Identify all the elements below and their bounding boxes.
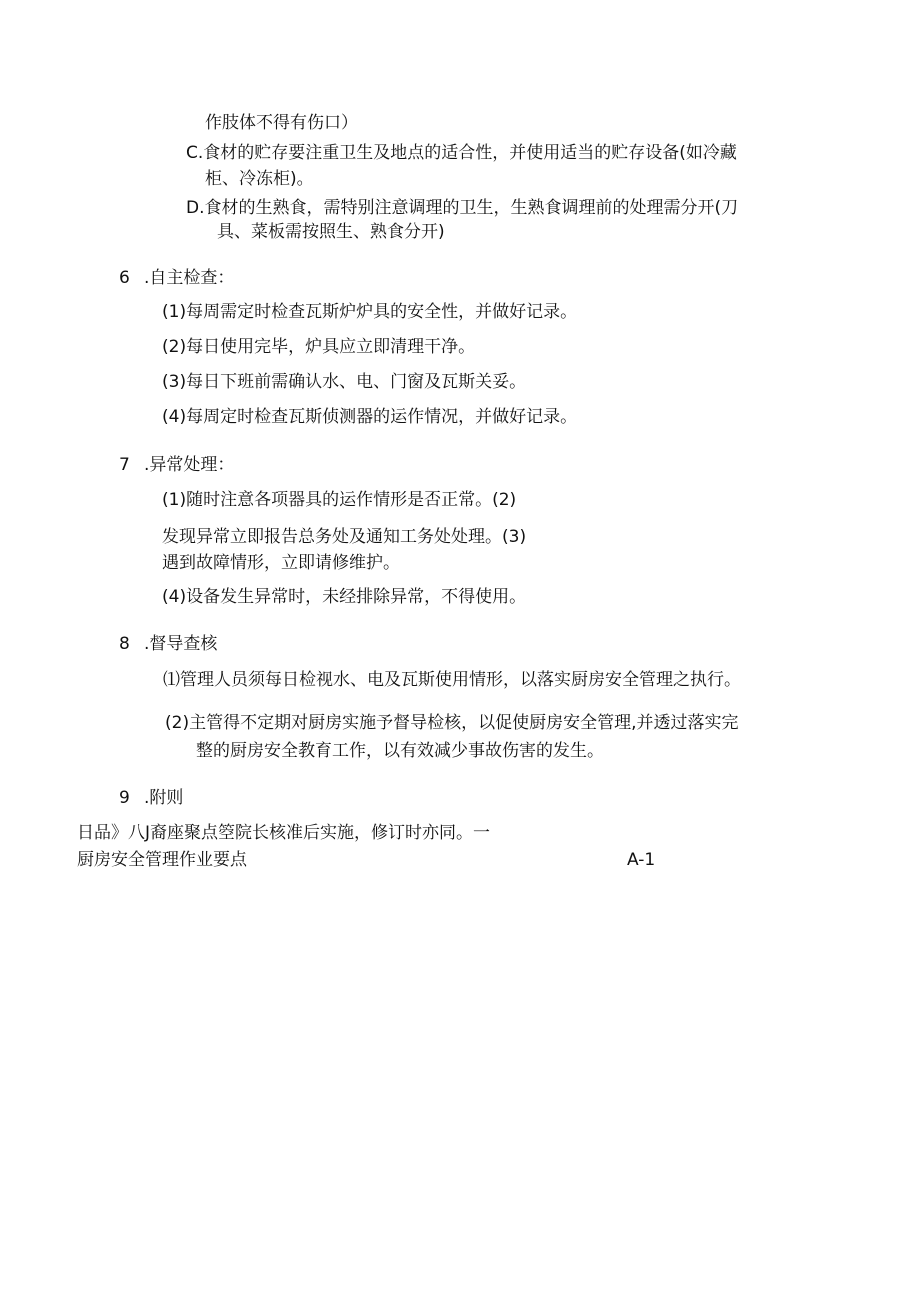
section-8-item-2-continuation: 整的厨房安全教育工作，以有效减少事故伤害的发生。	[196, 741, 604, 761]
section-6-item-number: (4)	[162, 407, 187, 427]
section-7-item-number: (4)	[162, 587, 187, 607]
footer-document-title: 厨房安全管理作业要点	[77, 850, 247, 870]
section-6-item	[162, 370, 526, 394]
section-9-title: .附则	[144, 788, 184, 808]
item-d-continuation: 具、菜板需按照生、熟食分开)	[217, 222, 445, 242]
section-6-number: 6	[119, 268, 130, 288]
section-9-heading	[119, 786, 183, 810]
section-6-title: .自主检查：	[144, 268, 235, 288]
section-8-number: 8	[119, 634, 130, 654]
item-d-label: D.	[186, 198, 205, 218]
section-7-title: .异常处理：	[144, 455, 235, 475]
section-6-item	[162, 335, 475, 359]
section-7-item-1	[162, 488, 516, 512]
section-7-item-text: 随时注意各项器具的运作情形是否正常。(2)	[186, 490, 517, 510]
section-8-item-text: 主管得不定期对厨房实施予督导检核，以促使厨房安全管理,并透过落实完	[189, 713, 739, 733]
section-7-number: 7	[119, 455, 130, 475]
item-c-text: 食材的贮存要注重卫生及地点的适合性，并使用适当的贮存设备(如冷藏	[203, 143, 737, 163]
section-9-number: 9	[119, 788, 130, 808]
section-6-item-text: 每周需定时检查瓦斯炉炉具的安全性，并做好记录。	[186, 302, 578, 322]
item-d-text: 食材的生熟食，需特别注意调理的卫生，生熟食调理前的处理需分开(刀	[204, 198, 739, 218]
section-7-item-4	[162, 585, 526, 609]
section-8-heading	[119, 632, 217, 656]
section-7-line-3: 遇到故障情形，立即请修维护。	[162, 553, 400, 573]
section-7-heading	[119, 453, 234, 477]
section-6-item-number: (3)	[162, 372, 187, 392]
item-d	[186, 196, 738, 220]
section-6-item-text: 每日使用完毕，炉具应立即清理干净。	[186, 337, 476, 357]
section-6-item	[162, 300, 577, 324]
section-6-item-number: (2)	[162, 337, 187, 357]
item-c	[186, 141, 737, 165]
section-6-heading	[119, 266, 234, 290]
item-c-label: C.	[186, 143, 204, 163]
section-7-item-text: 设备发生异常时，未经排除异常，不得使用。	[186, 587, 527, 607]
item-c-continuation: 柜、冷冻柜)。	[205, 169, 314, 189]
section-6-item-number: (1)	[162, 302, 187, 322]
footer-approval-line: 日品》八J裔座聚点箜院长核准后实施，修订时亦同。一	[77, 823, 491, 843]
section-8-item-2	[165, 711, 739, 735]
section-6-item-text: 每日下班前需确认水、电、门窗及瓦斯关妥。	[186, 372, 527, 392]
section-8-item-number: ⑴	[163, 670, 180, 690]
section-7-line-2: 发现异常立即报告总务处及通知工务处处理。(3)	[162, 527, 527, 547]
section-6-item-text: 每周定时检查瓦斯侦测器的运作情况，并做好记录。	[186, 407, 578, 427]
section-7-item-number: (1)	[162, 490, 187, 510]
footer-document-code: A-1	[627, 850, 656, 870]
section-8-item-1	[163, 668, 741, 692]
section-8-item-number: (2)	[165, 713, 190, 733]
section-8-item-text: 管理人员须每日检视水、电及瓦斯使用情形，以落实厨房安全管理之执行。	[180, 670, 741, 690]
section-8-title: .督导查核	[144, 634, 218, 654]
section-6-item	[162, 405, 577, 429]
continued-text-line: 作肢体不得有伤口）	[205, 113, 358, 133]
